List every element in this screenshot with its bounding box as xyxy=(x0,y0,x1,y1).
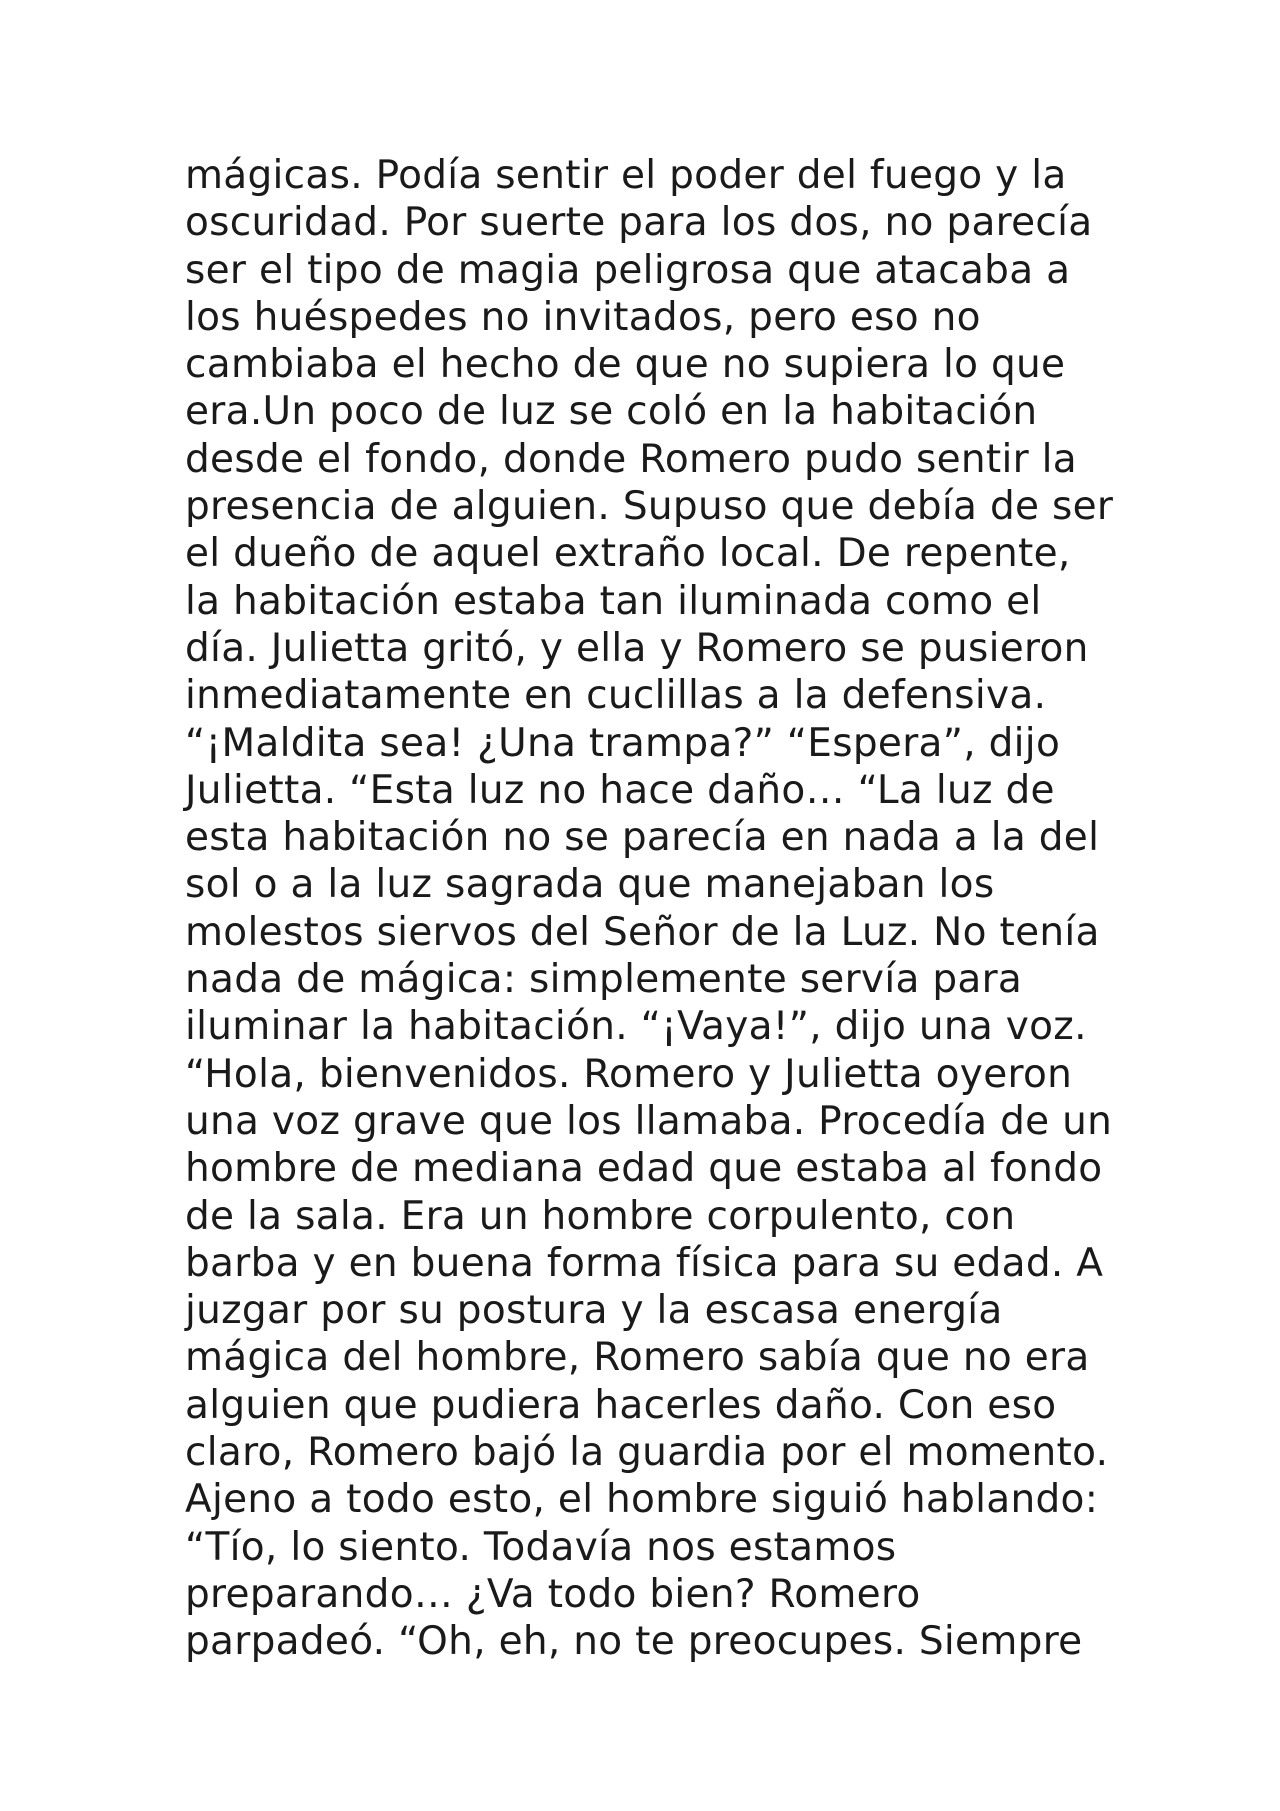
text-line: desde el fondo, donde Romero pudo sentir la xyxy=(185,436,1077,482)
text-line: presencia de alguien. Supuso que debía de ser xyxy=(185,484,1114,530)
text-line: preparando… ¿Va todo bien? Romero xyxy=(185,1571,921,1617)
text-line: “Hola, bienvenidos. Romero y Julietta oyeron xyxy=(185,1051,1073,1097)
text-line: de la sala. Era un hombre corpulento, con xyxy=(185,1193,1016,1239)
text-line: ser el tipo de magia peligrosa que atacaba a xyxy=(185,247,1071,293)
text-line: la habitación estaba tan iluminada como el xyxy=(185,578,1042,624)
text-line: molestos siervos del Señor de la Luz. No tenía xyxy=(185,909,1100,955)
text-line: alguien que pudiera hacerles daño. Con eso xyxy=(185,1382,1057,1428)
text-line: los huéspedes no invitados, pero eso no xyxy=(185,294,981,340)
text-line: nada de mágica: simplemente servía para xyxy=(185,957,1023,1003)
text-line: el dueño de aquel extraño local. De repente, xyxy=(185,531,1071,577)
text-line: claro, Romero bajó la guardia por el momento. xyxy=(185,1430,1109,1476)
text-line: sol o a la luz sagrada que manejaban los xyxy=(185,862,995,908)
text-line: mágicas. Podía sentir el poder del fuego y la xyxy=(185,153,1067,198)
text-line: esta habitación no se parecía en nada a la del xyxy=(185,815,1100,861)
text-line: inmediatamente en cuclillas a la defensiva. xyxy=(185,673,1047,719)
text-line: barba y en buena forma física para su edad. A xyxy=(185,1240,1104,1286)
text-line: cambiaba el hecho de que no supiera lo que xyxy=(185,342,1066,388)
text-line: una voz grave que los llamaba. Procedía de un xyxy=(185,1098,1113,1144)
text-line: era.Un poco de luz se coló en la habitación xyxy=(185,389,1038,435)
text-line: iluminar la habitación. “¡Vaya!”, dijo una voz. xyxy=(185,1004,1087,1050)
text-line: hombre de mediana edad que estaba al fondo xyxy=(185,1146,1103,1192)
text-line: oscuridad. Por suerte para los dos, no parecía xyxy=(185,200,1093,246)
text-line: mágica del hombre, Romero sabía que no era xyxy=(185,1335,1090,1381)
text-line: Ajeno a todo esto, el hombre siguió hablando: xyxy=(185,1477,1099,1523)
text-line: Julietta. “Esta luz no hace daño… “La luz de xyxy=(185,767,1055,813)
text-line: día. Julietta gritó, y ella y Romero se pusieron xyxy=(185,625,1089,671)
body-text xyxy=(185,152,1185,1666)
text-line: parpadeó. “Oh, eh, no te preocupes. Siempre xyxy=(185,1619,1083,1665)
text-line: “¡Maldita sea! ¿Una trampa?” “Espera”, dijo xyxy=(185,720,1061,766)
text-line: juzgar por su postura y la escasa energía xyxy=(185,1288,1003,1334)
text-line: “Tío, lo siento. Todavía nos estamos xyxy=(185,1524,897,1570)
